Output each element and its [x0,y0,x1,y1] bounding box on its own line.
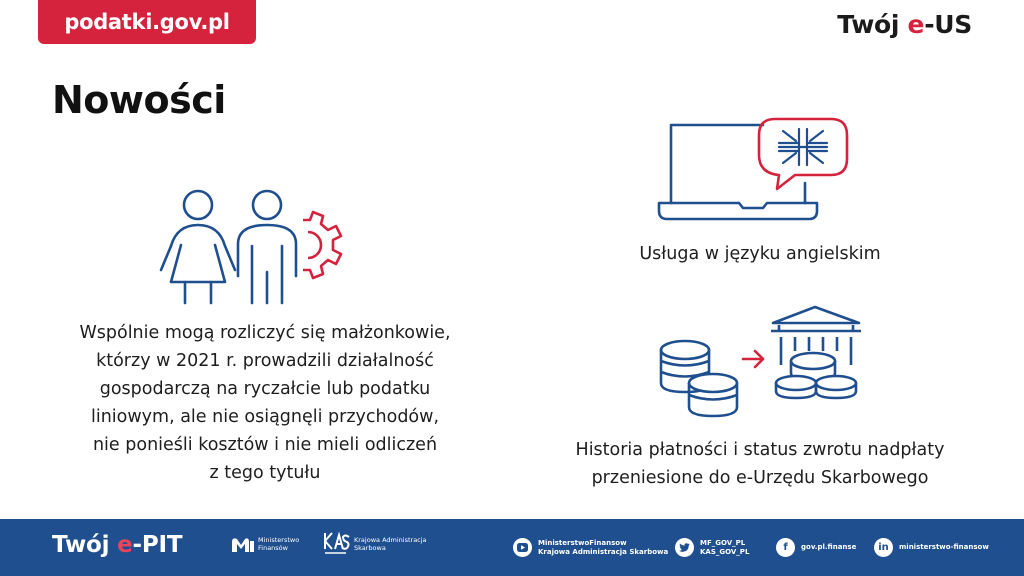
joint-settlement-line: nie ponieśli kosztów i nie mieli odliczeń [92,435,438,455]
joint-settlement-line: gospodarczą na ryczałcie lub podatku [99,379,431,399]
joint-settlement-line: z tego tytułu [209,463,321,483]
twitter-line-1: MF_GOV_PL [700,539,746,547]
kas-line-2: Skarbowa [354,544,386,552]
english-service-text [560,240,960,268]
twoj-epit-logo[interactable] [52,532,182,558]
payment-history-line: przeniesione do e-Urzędu Skarbowego [591,468,929,488]
joint-settlement-text [45,319,485,487]
joint-settlement-line: Wspólnie mogą rozliczyć się małżonkowie, [79,323,451,343]
kas-line-1: Krajowa Administracja [354,536,427,544]
mf-line-1: Ministerstwo [258,536,300,544]
eus-logo-suffix: -US [924,10,972,39]
eus-logo-accent: e [907,10,925,39]
payment-history-text [540,436,980,492]
youtube-icon [513,538,532,557]
linkedin-icon: in [874,538,893,557]
twoj-eus-logo [837,10,972,39]
kas-emblem-icon [322,531,350,557]
mf-line-2: Finansów [258,544,288,552]
eus-logo-prefix: Twój [837,10,908,39]
epit-logo-prefix: Twój [52,532,118,558]
youtube-line-2: Krajowa Administracja Skarbowa [538,547,669,556]
payment-history-line: Historia płatności i status zwrotu nadpłaty [575,440,945,460]
epit-logo-suffix: -PIT [132,532,183,558]
english-service-line: Usługa w języku angielskim [639,244,881,264]
ministry-of-finance-logo[interactable] [232,536,299,552]
linkedin-link[interactable] [874,538,989,557]
youtube-link[interactable] [513,538,668,557]
linkedin-label: ministerstwo-finansow [899,543,989,552]
facebook-icon: f [776,538,795,557]
couple-gear-icon [155,188,370,306]
twitter-line-2: KAS_GOV_PL [700,547,750,556]
kas-logo[interactable] [322,531,427,557]
twitter-icon [675,538,694,557]
joint-settlement-line: którzy w 2021 r. prowadzili działalność [96,351,434,371]
footer-bar [0,519,1024,576]
podatki-badge[interactable]: podatki.gov.pl [38,0,256,44]
facebook-label: gov.pl.finanse [801,543,857,552]
coins-to-bank-icon [655,303,870,423]
page-title: Nowości [52,78,226,122]
youtube-line-1: MinisterstwoFinansow [538,539,627,547]
twitter-link[interactable] [675,538,749,557]
facebook-link[interactable] [776,538,856,557]
joint-settlement-line: liniowym, ale nie osiągnęli przychodów, [90,407,440,427]
laptop-uk-flag-icon [655,115,865,225]
mf-emblem-icon [232,536,254,552]
epit-logo-accent: e [117,532,133,558]
